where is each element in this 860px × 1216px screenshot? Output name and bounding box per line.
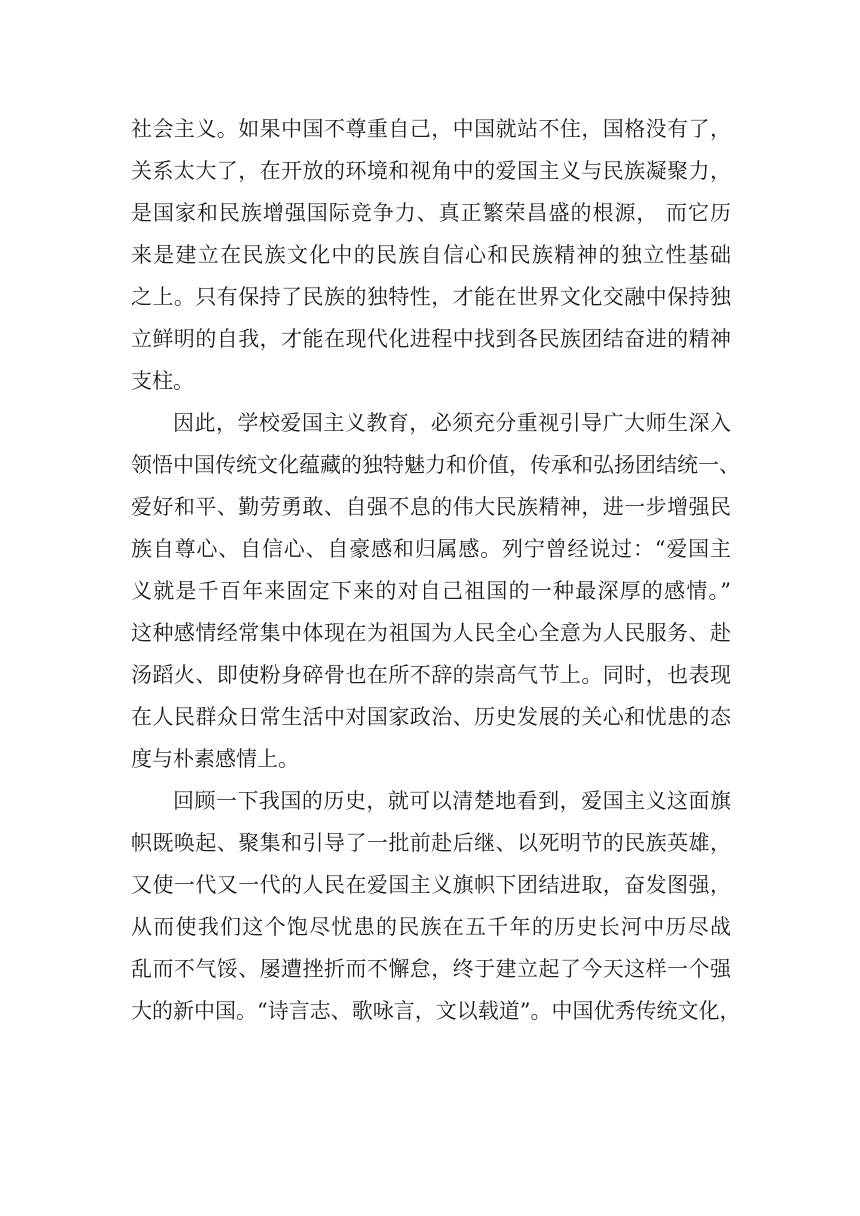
- text-line: 支柱。: [131, 369, 194, 393]
- text-line: 之上。只有保持了民族的独特性，才能在世界文化交融中保持独: [131, 285, 731, 309]
- text-line: 度与朴素感情上。: [131, 747, 299, 771]
- text-line: 义就是千百年来固定下来的对自己祖国的一种最深厚的感情。”: [131, 579, 731, 603]
- text-line: 因此，学校爱国主义教育，必须充分重视引导广大师生深入: [173, 411, 731, 435]
- text-line: 关系太大了，在开放的环境和视角中的爱国主义与民族凝聚力，: [131, 159, 731, 183]
- text-line: 社会主义。如果中国不尊重自己，中国就站不住，国格没有了，: [131, 117, 731, 141]
- text-line: 爱好和平、勤劳勇敢、自强不息的伟大民族精神，进一步增强民: [131, 495, 731, 519]
- body-text: [131, 108, 741, 1032]
- text-line: 从而使我们这个饱尽忧患的民族在五千年的历史长河中历尽战: [131, 915, 731, 939]
- text-line: 汤蹈火、即使粉身碎骨也在所不辞的崇高气节上。同时，也表现: [131, 663, 731, 687]
- text-line: 族自尊心、自信心、自豪感和归属感。列宁曾经说过：“爱国主: [131, 537, 731, 561]
- text-line: 又使一代又一代的人民在爱国主义旗帜下团结进取，奋发图强，: [131, 873, 731, 897]
- text-line: 大的新中国。“诗言志、歌咏言，文以载道”。中国优秀传统文化，: [131, 999, 741, 1023]
- text-line: 帜既唤起、聚集和引导了一批前赴后继、以死明节的民族英雄，: [131, 831, 731, 855]
- text-line: 领悟中国传统文化蕴藏的独特魅力和价值，传承和弘扬团结统一、: [131, 453, 740, 477]
- text-line: 乱而不气馁、屡遭挫折而不懈怠，终于建立起了今天这样一个强: [131, 957, 731, 981]
- text-line: 回顾一下我国的历史，就可以清楚地看到，爱国主义这面旗: [173, 789, 731, 813]
- text-line: 在人民群众日常生活中对国家政治、历史发展的关心和忧患的态: [131, 705, 731, 729]
- text-line: 来是建立在民族文化中的民族自信心和民族精神的独立性基础: [131, 243, 731, 267]
- text-line: 是国家和民族增强国际竞争力、真正繁荣昌盛的根源， 而它历: [131, 201, 731, 225]
- text-line: 立鲜明的自我，才能在现代化进程中找到各民族团结奋进的精神: [131, 327, 731, 351]
- text-line: 这种感情经常集中体现在为祖国为人民全心全意为人民服务、赴: [131, 621, 731, 645]
